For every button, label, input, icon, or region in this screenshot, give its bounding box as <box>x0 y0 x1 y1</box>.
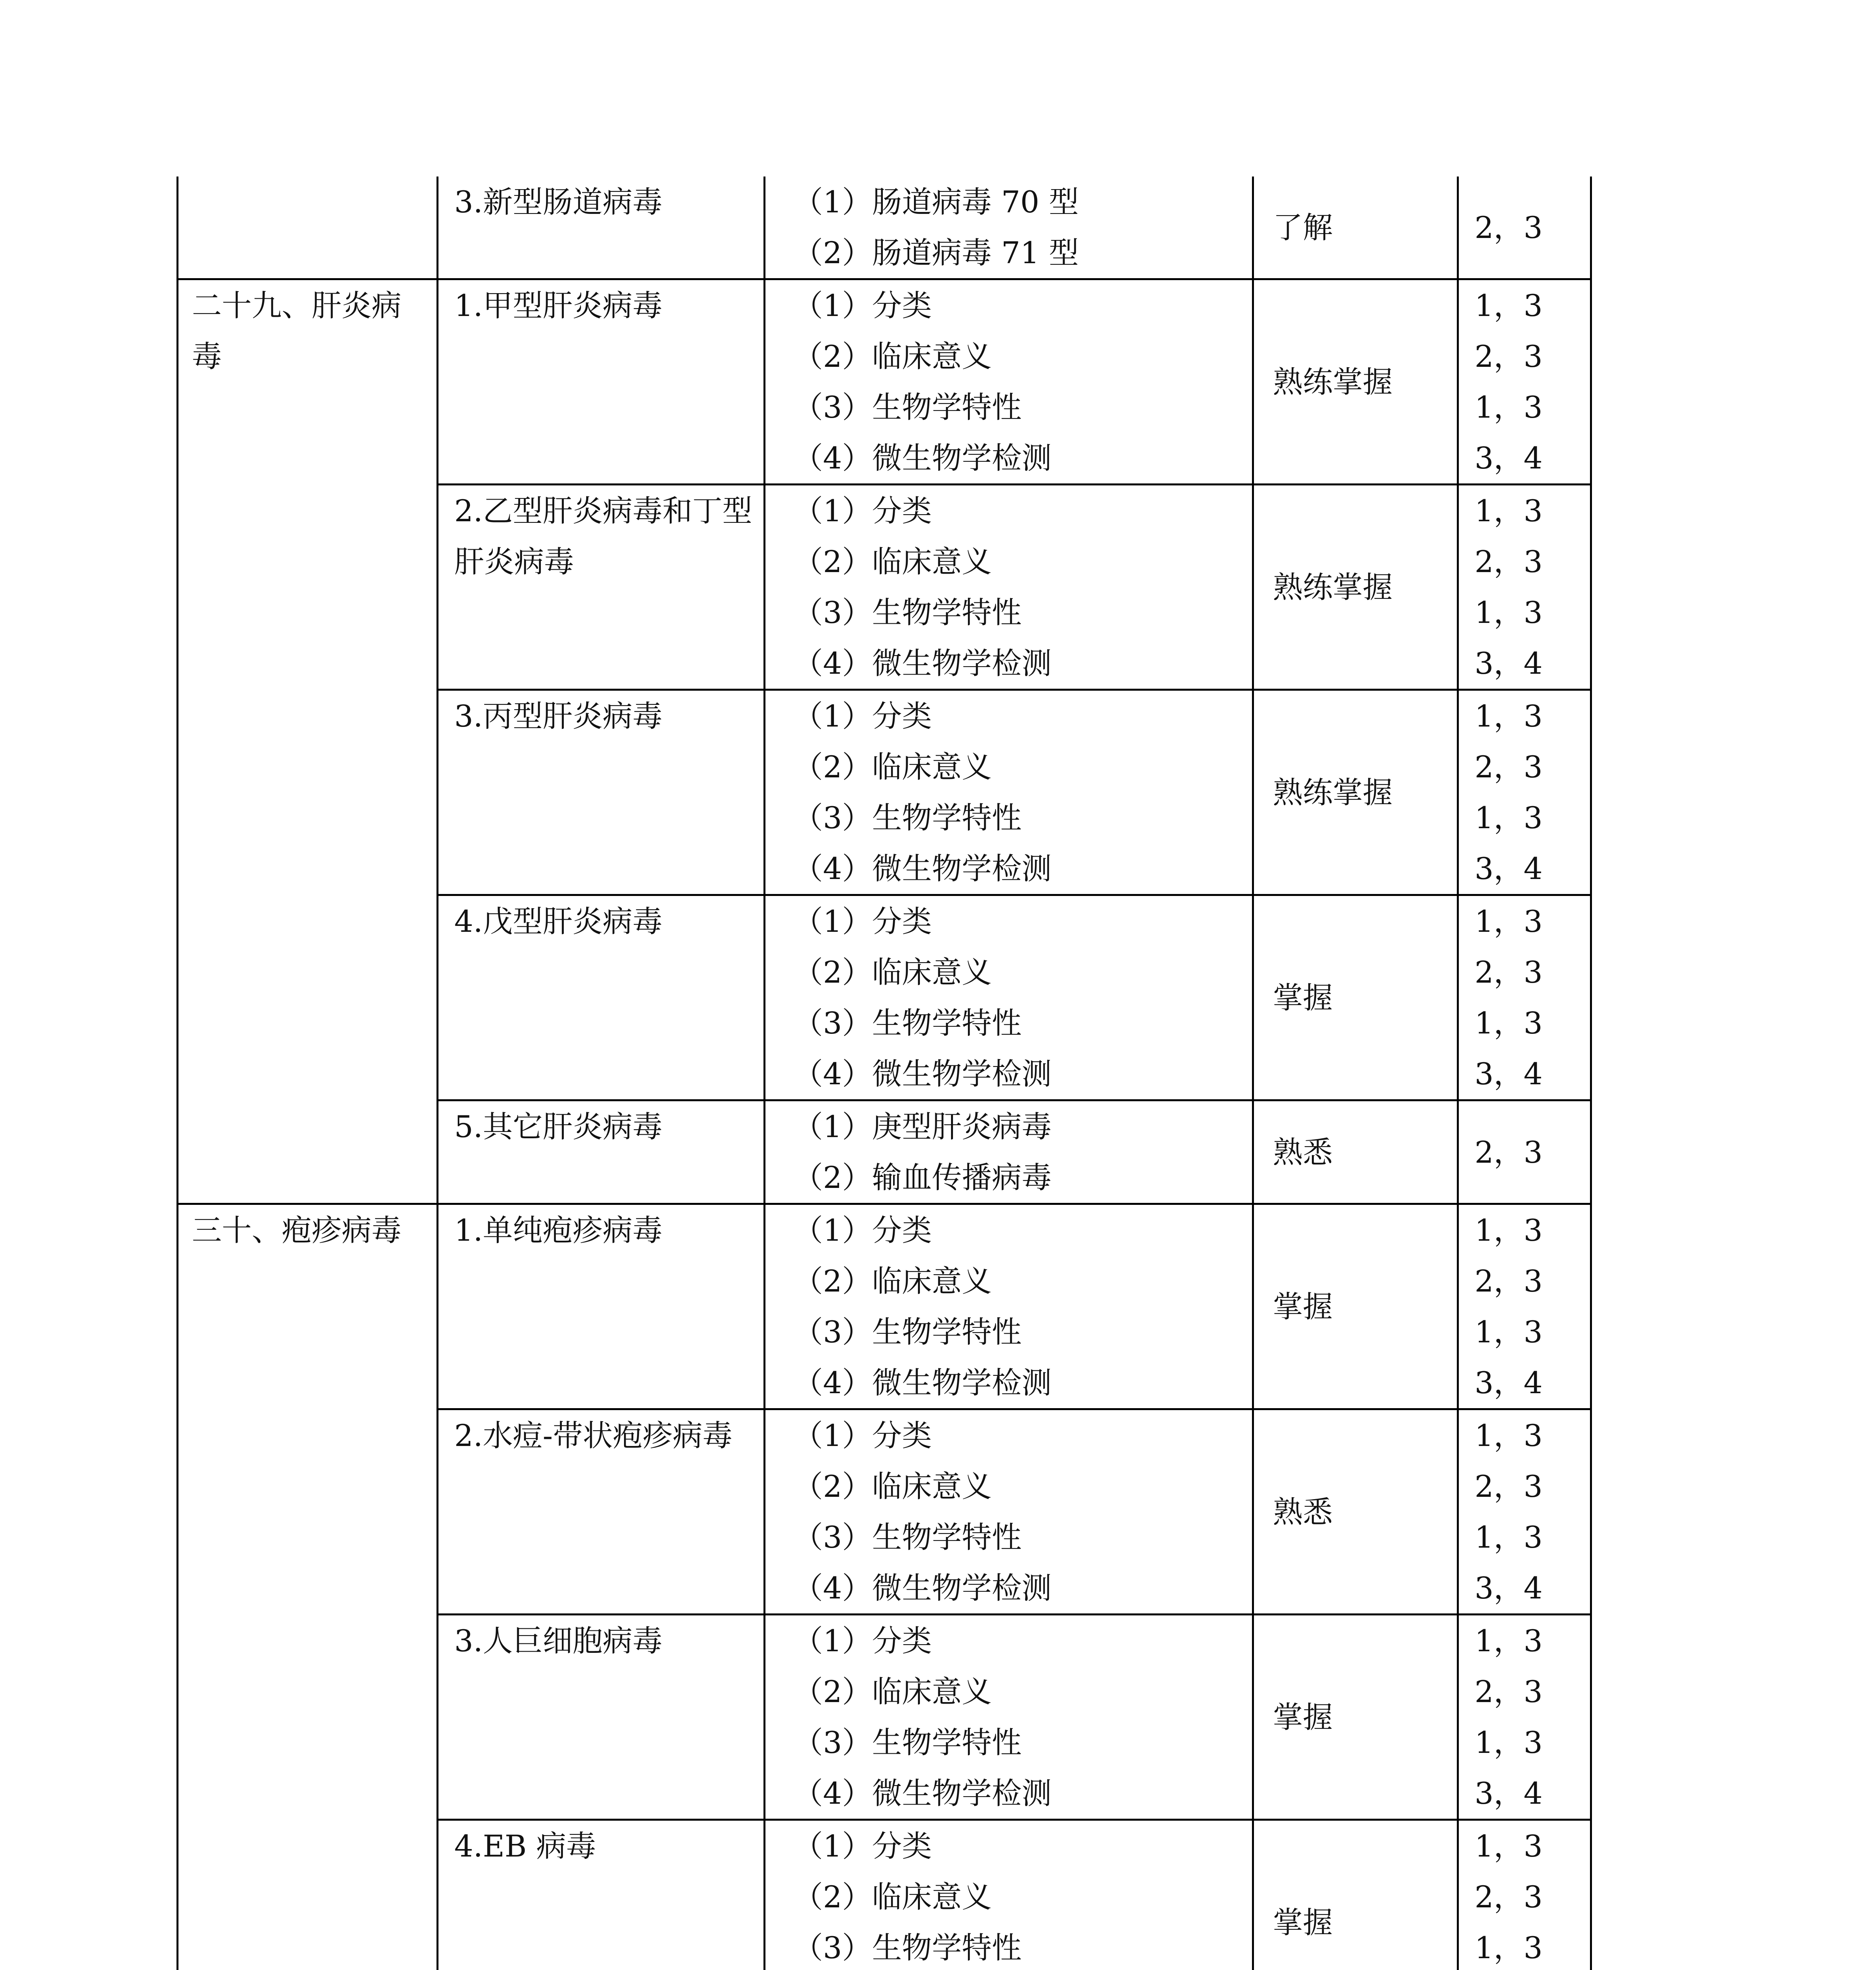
content-item: （3）生物学特性 <box>793 800 1022 835</box>
section-title: 2.水痘-带状疱疹病毒 <box>454 1418 733 1453</box>
section-title: 5.其它肝炎病毒 <box>454 1109 663 1144</box>
subject-code: 3，4 <box>1475 646 1543 681</box>
subject-code: 1，3 <box>1475 390 1543 425</box>
content-item: （1）分类 <box>793 288 932 323</box>
items-cell <box>765 279 1253 485</box>
level-cell <box>1253 1100 1458 1204</box>
subject-code: 2，3 <box>1475 1469 1543 1504</box>
content-item: （1）分类 <box>793 1418 932 1453</box>
content-item: （3）生物学特性 <box>793 390 1022 425</box>
content-item: （3）生物学特性 <box>793 1930 1022 1965</box>
items-cell <box>765 1409 1253 1615</box>
requirement-level: 掌握 <box>1273 1289 1333 1324</box>
content-item: （3）生物学特性 <box>793 1520 1022 1555</box>
subject-code: 3，4 <box>1475 1056 1543 1091</box>
content-item: （1）庚型肝炎病毒 <box>793 1109 1052 1144</box>
content-item: （4）微生物学检测 <box>793 440 1052 476</box>
chapter-title: 三十、疱疹病毒 <box>192 1213 401 1248</box>
subject-code: 2，3 <box>1475 955 1543 990</box>
section-cell <box>438 1615 765 1820</box>
content-item: （4）微生物学检测 <box>793 1570 1052 1606</box>
subject-code: 1，3 <box>1475 1829 1543 1864</box>
items-cell <box>765 177 1253 279</box>
level-cell <box>1253 177 1458 279</box>
requirement-level: 掌握 <box>1273 1905 1333 1940</box>
items-cell <box>765 1615 1253 1820</box>
codes-cell <box>1458 895 1591 1100</box>
table-row <box>178 1204 1591 1409</box>
subject-code: 1，3 <box>1475 595 1543 630</box>
codes-cell <box>1458 1204 1591 1409</box>
items-cell <box>765 895 1253 1100</box>
items-cell <box>765 1100 1253 1204</box>
content-item: （4）微生物学检测 <box>793 1365 1052 1400</box>
codes-cell <box>1458 279 1591 485</box>
content-item: （3）生物学特性 <box>793 1725 1022 1760</box>
requirement-level: 掌握 <box>1273 980 1333 1015</box>
table-row <box>178 279 1591 485</box>
content-item: （1）分类 <box>793 904 932 939</box>
subject-code: 2，3 <box>1475 210 1543 245</box>
content-item: （1）分类 <box>793 493 932 528</box>
level-cell <box>1253 1409 1458 1615</box>
content-item: （2）临床意义 <box>793 1674 992 1709</box>
section-title: 3.丙型肝炎病毒 <box>454 699 663 734</box>
codes-cell <box>1458 1100 1591 1204</box>
codes-cell <box>1458 1409 1591 1615</box>
content-item: （1）分类 <box>793 699 932 734</box>
content-item: （2）临床意义 <box>793 955 992 990</box>
subject-code: 3，4 <box>1475 1365 1543 1400</box>
table-row <box>178 177 1591 279</box>
level-cell <box>1253 895 1458 1100</box>
content-item: （1）分类 <box>793 1623 932 1658</box>
subject-code: 2，3 <box>1475 1674 1543 1709</box>
content-item: （4）微生物学检测 <box>793 1776 1052 1811</box>
content-item: （1）肠道病毒 70 型 <box>793 184 1079 219</box>
content-item: （2）临床意义 <box>793 749 992 784</box>
subject-code: 1，3 <box>1475 288 1543 323</box>
subject-code: 1，3 <box>1475 699 1543 734</box>
requirement-level: 熟练掌握 <box>1273 569 1393 605</box>
items-cell <box>765 485 1253 690</box>
subject-code: 3，4 <box>1475 1570 1543 1606</box>
codes-cell <box>1458 177 1591 279</box>
content-item: （1）分类 <box>793 1829 932 1864</box>
section-cell <box>438 485 765 690</box>
content-item: （3）生物学特性 <box>793 595 1022 630</box>
codes-cell <box>1458 485 1591 690</box>
subject-code: 3，4 <box>1475 1776 1543 1811</box>
codes-cell <box>1458 1820 1591 1970</box>
section-cell <box>438 895 765 1100</box>
subject-code: 2，3 <box>1475 1879 1543 1914</box>
chapter-title: 二十九、肝炎病毒 <box>192 288 401 374</box>
section-cell <box>438 1100 765 1204</box>
section-title: 1.单纯疱疹病毒 <box>454 1213 663 1248</box>
content-item: （4）微生物学检测 <box>793 851 1052 886</box>
chapter-cell <box>178 1204 438 1970</box>
section-title: 3.新型肠道病毒 <box>454 184 663 219</box>
requirement-level: 了解 <box>1273 210 1333 245</box>
items-cell <box>765 1204 1253 1409</box>
content-item: （4）微生物学检测 <box>793 646 1052 681</box>
content-item: （3）生物学特性 <box>793 1314 1022 1349</box>
syllabus-table <box>176 177 1592 1970</box>
section-cell <box>438 1409 765 1615</box>
content-item: （2）肠道病毒 71 型 <box>793 235 1079 270</box>
section-cell <box>438 690 765 895</box>
content-item: （2）临床意义 <box>793 339 992 374</box>
content-item: （3）生物学特性 <box>793 1005 1022 1041</box>
content-item: （4）微生物学检测 <box>793 1056 1052 1091</box>
requirement-level: 熟练掌握 <box>1273 364 1393 400</box>
subject-code: 2，3 <box>1475 1134 1543 1170</box>
subject-code: 2，3 <box>1475 1264 1543 1299</box>
section-title: 2.乙型肝炎病毒和丁型肝炎病毒 <box>454 493 752 579</box>
chapter-cell <box>178 177 438 279</box>
section-title: 4.EB 病毒 <box>454 1829 596 1864</box>
subject-code: 1，3 <box>1475 1005 1543 1041</box>
subject-code: 2，3 <box>1475 339 1543 374</box>
subject-code: 1，3 <box>1475 1725 1543 1760</box>
content-item: （2）临床意义 <box>793 1469 992 1504</box>
subject-code: 1，3 <box>1475 1213 1543 1248</box>
subject-code: 2，3 <box>1475 749 1543 784</box>
codes-cell <box>1458 1615 1591 1820</box>
requirement-level: 熟悉 <box>1273 1134 1333 1170</box>
section-cell <box>438 279 765 485</box>
subject-code: 1，3 <box>1475 1520 1543 1555</box>
subject-code: 1，3 <box>1475 1623 1543 1658</box>
content-item: （2）临床意义 <box>793 544 992 579</box>
subject-code: 1，3 <box>1475 1314 1543 1349</box>
level-cell <box>1253 1820 1458 1970</box>
level-cell <box>1253 1204 1458 1409</box>
content-item: （2）输血传播病毒 <box>793 1160 1052 1195</box>
requirement-level: 掌握 <box>1273 1699 1333 1735</box>
requirement-level: 熟悉 <box>1273 1494 1333 1530</box>
subject-code: 1，3 <box>1475 1930 1543 1965</box>
items-cell <box>765 1820 1253 1970</box>
subject-code: 1，3 <box>1475 493 1543 528</box>
section-cell <box>438 177 765 279</box>
items-cell <box>765 690 1253 895</box>
content-item: （2）临床意义 <box>793 1264 992 1299</box>
subject-code: 2，3 <box>1475 544 1543 579</box>
section-cell <box>438 1820 765 1970</box>
level-cell <box>1253 279 1458 485</box>
section-cell <box>438 1204 765 1409</box>
content-item: （2）临床意义 <box>793 1879 992 1914</box>
content-item: （1）分类 <box>793 1213 932 1248</box>
section-title: 4.戊型肝炎病毒 <box>454 904 663 939</box>
section-title: 1.甲型肝炎病毒 <box>454 288 663 323</box>
subject-code: 1，3 <box>1475 1418 1543 1453</box>
codes-cell <box>1458 690 1591 895</box>
section-title: 3.人巨细胞病毒 <box>454 1623 663 1658</box>
subject-code: 1，3 <box>1475 904 1543 939</box>
level-cell <box>1253 690 1458 895</box>
level-cell <box>1253 485 1458 690</box>
subject-code: 3，4 <box>1475 851 1543 886</box>
level-cell <box>1253 1615 1458 1820</box>
subject-code: 1，3 <box>1475 800 1543 835</box>
chapter-cell <box>178 279 438 1204</box>
subject-code: 3，4 <box>1475 440 1543 476</box>
requirement-level: 熟练掌握 <box>1273 775 1393 810</box>
